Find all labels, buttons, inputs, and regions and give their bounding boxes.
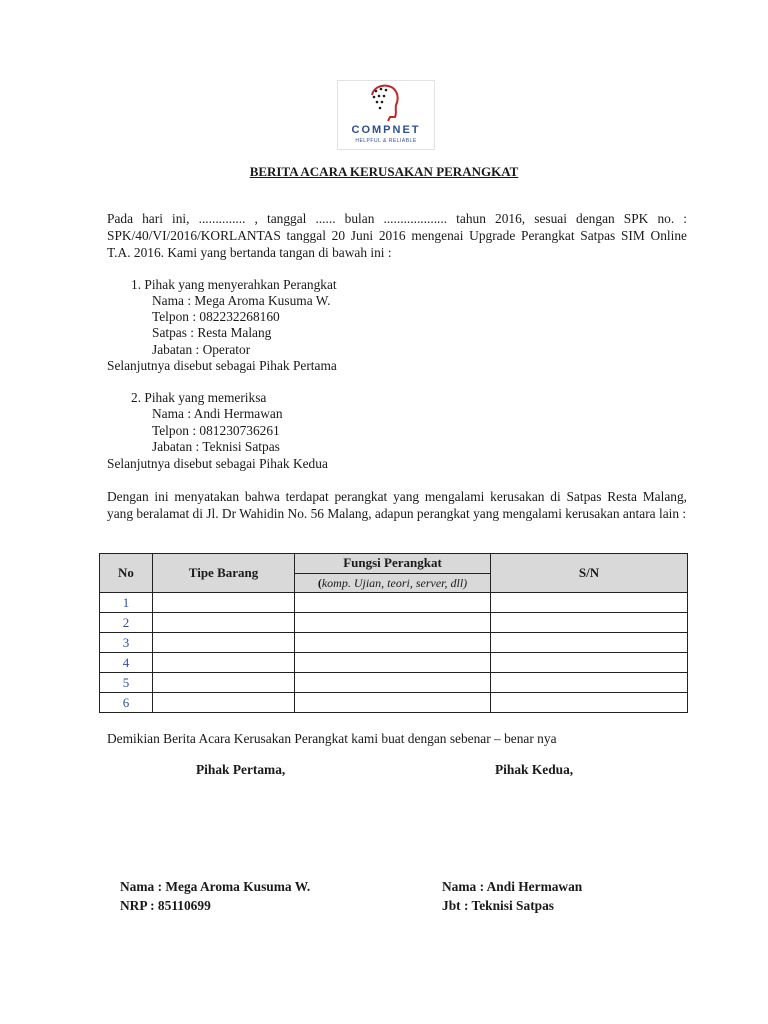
party1-jabatan: Jabatan : Operator — [152, 342, 251, 357]
cell-sn — [491, 633, 688, 653]
signature-right-name: Nama : Andi Hermawan — [442, 879, 583, 894]
cell-tipe — [153, 613, 295, 633]
party1-heading: 1. Pihak yang menyerahkan Perangkat — [131, 277, 337, 292]
cell-fungsi — [295, 593, 491, 613]
logo-brand-text: COMPNET — [351, 124, 421, 136]
cell-tipe — [153, 693, 295, 713]
signature-right-id: Jbt : Teknisi Satpas — [442, 898, 555, 913]
cell-fungsi — [295, 693, 491, 713]
table-row — [100, 693, 688, 713]
col-header-no: No — [100, 554, 153, 593]
fungsi-sub-open-paren: ( — [317, 575, 322, 590]
head-dots-logo-icon — [338, 81, 434, 125]
cell-fungsi — [295, 613, 491, 633]
party2-telpon: Telpon : 081230736261 — [152, 423, 280, 438]
col-header-fungsi-sub — [295, 573, 491, 593]
row-number: 1 — [100, 593, 153, 613]
row-number: 2 — [100, 613, 153, 633]
table-row — [100, 673, 688, 693]
cell-tipe — [153, 653, 295, 673]
party2-jabatan: Jabatan : Teknisi Satpas — [152, 439, 280, 454]
closing-sentence: Demikian Berita Acara Kerusakan Perangkat kami buat dengan sebenar – benar nya — [107, 731, 557, 746]
intro-paragraph: Pada hari ini, .............. , tanggal ...... bulan ................... tahun 2016, sesuai dengan SPK no. : SPK/40/VI/2016/KORLANTAS tanggal 20 Juni 2016 mengenai Upgrade Perangkat Satpas SIM Online T.A. 2016. Kami yang bertanda tangan di bawah ini : — [107, 211, 687, 260]
col-header-sn: S/N — [491, 554, 688, 593]
table-row — [100, 653, 688, 673]
party2-heading: 2. Pihak yang memeriksa — [131, 390, 267, 405]
col-header-tipe-barang: Tipe Barang — [153, 554, 295, 593]
party1-telpon: Telpon : 082232268160 — [152, 309, 280, 324]
party1-nama: Nama : Mega Aroma Kusuma W. — [152, 293, 331, 308]
signature-right-title: Pihak Kedua, — [495, 762, 574, 777]
cell-sn — [491, 593, 688, 613]
statement-paragraph: Dengan ini menyatakan bahwa terdapat perangkat yang mengalami kerusakan di Satpas Resta Malang, yang beralamat di Jl. Dr Wahidin No. 56 Malang, adapun perangkat yang mengalami kerusakan antara lain : — [107, 489, 687, 521]
cell-sn — [491, 693, 688, 713]
row-number: 6 — [100, 693, 153, 713]
table-row — [100, 613, 688, 633]
logo-tagline: HELPFUL & RELIABLE — [355, 138, 417, 144]
cell-fungsi — [295, 633, 491, 653]
signature-left-name: Nama : Mega Aroma Kusuma W. — [120, 879, 311, 894]
signature-left-title: Pihak Pertama, — [196, 762, 286, 777]
cell-sn — [491, 653, 688, 673]
fungsi-sub-text: komp. Ujian, teori, server, dll) — [321, 575, 468, 590]
table-row — [100, 633, 688, 653]
signature-left-id: NRP : 85110699 — [120, 898, 211, 913]
party1-satpas: Satpas : Resta Malang — [152, 325, 272, 340]
row-number: 5 — [100, 673, 153, 693]
damaged-devices-table — [99, 553, 688, 713]
row-number: 4 — [100, 653, 153, 673]
cell-tipe — [153, 633, 295, 653]
document-title: BERITA ACARA KERUSAKAN PERANGKAT — [249, 164, 519, 179]
party2-closing: Selanjutnya disebut sebagai Pihak Kedua — [107, 456, 328, 471]
party1-closing: Selanjutnya disebut sebagai Pihak Pertama — [107, 358, 337, 373]
cell-sn — [491, 613, 688, 633]
cell-tipe — [153, 673, 295, 693]
table-row — [100, 593, 688, 613]
cell-sn — [491, 673, 688, 693]
cell-tipe — [153, 593, 295, 613]
col-header-fungsi: Fungsi Perangkat — [295, 554, 491, 574]
company-logo — [337, 80, 435, 150]
row-number: 3 — [100, 633, 153, 653]
party2-nama: Nama : Andi Hermawan — [152, 406, 283, 421]
cell-fungsi — [295, 653, 491, 673]
cell-fungsi — [295, 673, 491, 693]
